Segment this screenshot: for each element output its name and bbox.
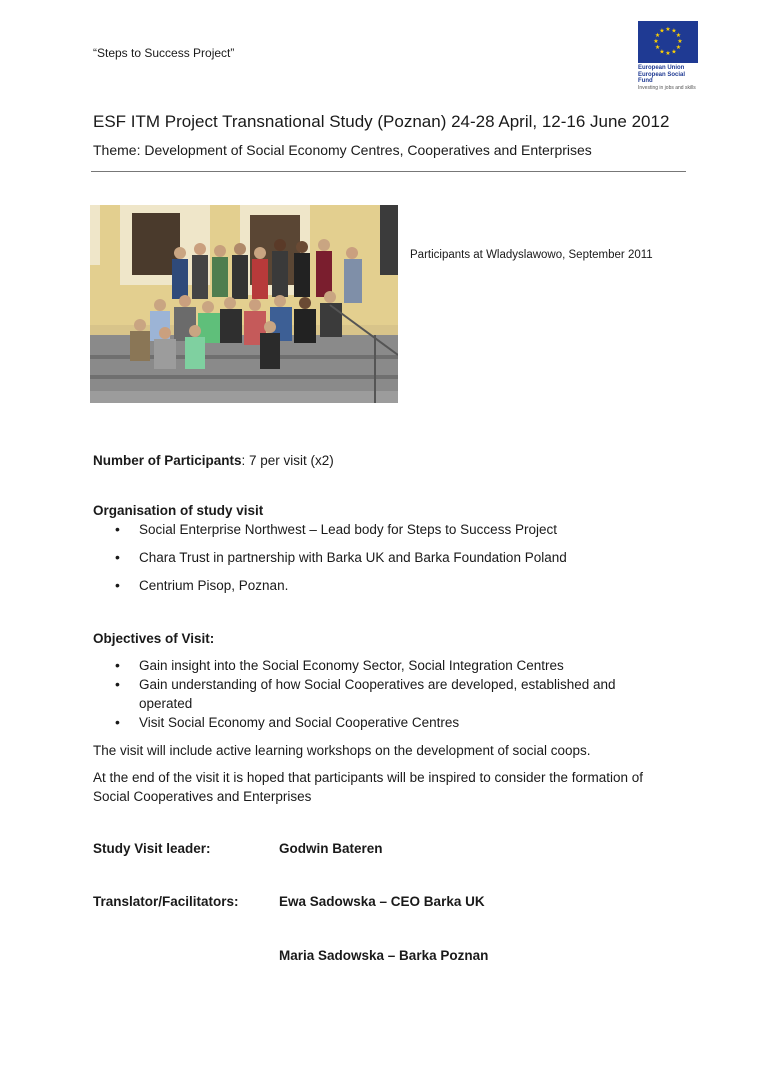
svg-text:★: ★: [665, 26, 671, 33]
horizontal-divider: [91, 171, 686, 172]
group-photo: [90, 205, 398, 403]
leader-label: Study Visit leader:: [93, 841, 211, 856]
header-project-name: “Steps to Success Project”: [93, 46, 235, 60]
list-item: • Gain understanding of how Social Cooperatives are developed, established and operated: [93, 675, 653, 713]
participants-value: : 7 per visit (x2): [241, 453, 334, 468]
objectives-heading: Objectives of Visit:: [93, 631, 215, 646]
translators-label: Translator/Facilitators:: [93, 894, 239, 909]
document-title: ESF ITM Project Transnational Study (Poznan) 24-28 April, 12-16 June 2012: [93, 112, 670, 131]
objectives-paragraph-2: At the end of the visit it is hoped that participants will be inspired to consider the formation of Social Cooperatives and Enterprises: [93, 770, 644, 804]
organisation-list: [93, 520, 693, 595]
logo-line-tagline: Investing in jobs and skills: [638, 84, 696, 91]
svg-text:★: ★: [654, 32, 661, 39]
eu-esf-logo: [638, 21, 700, 91]
objectives-list: [93, 656, 653, 732]
list-item: • Centrium Pisop, Poznan.: [93, 576, 693, 595]
svg-text:★: ★: [671, 27, 677, 35]
svg-text:★: ★: [677, 38, 683, 45]
organisation-heading: Organisation of study visit: [93, 503, 264, 518]
svg-text:★: ★: [659, 27, 665, 35]
svg-text:★: ★: [675, 32, 682, 39]
list-item: • Gain insight into the Social Economy Sector, Social Integration Centres: [93, 656, 653, 675]
svg-text:★: ★: [659, 48, 665, 56]
list-item: • Social Enterprise Northwest – Lead body for Steps to Success Project: [93, 520, 693, 539]
svg-text:★: ★: [665, 50, 671, 57]
photo-caption: Participants at Wladyslawowo, September 2011: [410, 249, 653, 261]
svg-text:★: ★: [654, 44, 661, 51]
svg-text:★: ★: [671, 48, 677, 56]
participants-line: [93, 451, 334, 470]
svg-text:★: ★: [675, 44, 682, 51]
logo-line-esf: European Social Fund: [638, 71, 686, 84]
translator-2: Maria Sadowska – Barka Poznan: [279, 948, 489, 963]
eu-flag-icon: [638, 21, 698, 63]
translator-1: Ewa Sadowska – CEO Barka UK: [279, 894, 485, 909]
participants-label: Number of Participants: [93, 453, 242, 468]
logo-line-eu: European Union: [638, 65, 685, 71]
list-item: • Visit Social Economy and Social Cooperative Centres: [93, 713, 653, 732]
leader-name: Godwin Bateren: [279, 841, 383, 856]
objectives-paragraph-1: The visit will include active learning workshops on the development of social coops.: [93, 743, 591, 758]
list-item: • Chara Trust in partnership with Barka UK and Barka Foundation Poland: [93, 548, 693, 567]
svg-text:★: ★: [653, 38, 659, 45]
document-theme: Theme: Development of Social Economy Centres, Cooperatives and Enterprises: [93, 142, 592, 158]
